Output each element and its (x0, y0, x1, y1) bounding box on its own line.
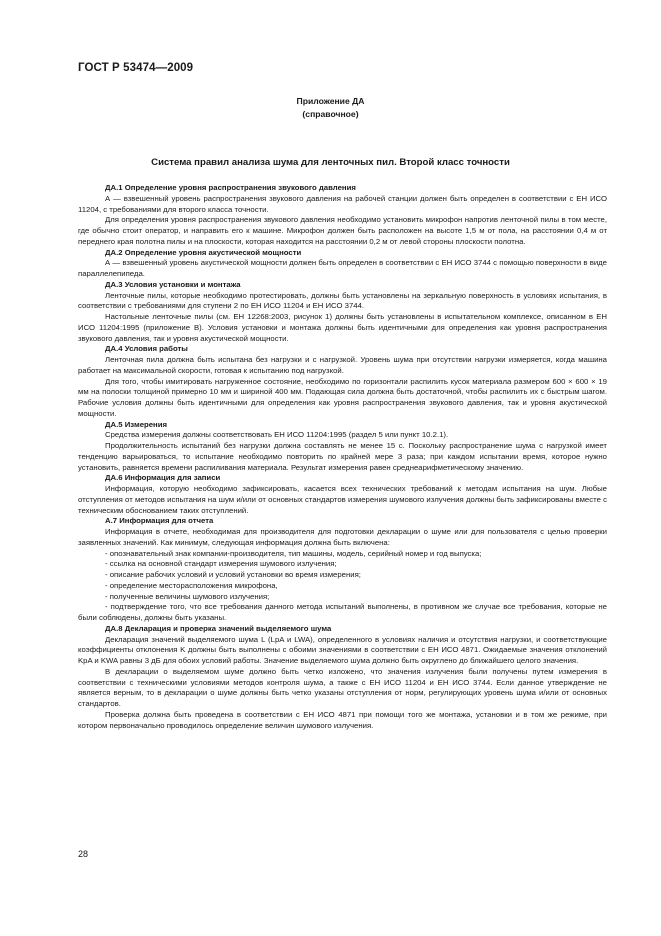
section-heading-da1: ДА.1 Определение уровня распространения звукового давления (105, 183, 356, 192)
paragraph: Информация, которую необходимо зафиксировать, касается всех технических требований к методам испытания на шум. Любые отступления от методов испытания на шум и/или от основных стандартов измерения шумового излучения должны быть зафиксированы вместе с техническим обоснованием таких отступлений. (78, 484, 607, 515)
section-heading-a7: А.7 Информация для отчета (105, 516, 214, 526)
document-body (78, 183, 607, 731)
list-item: - опознавательный знак компании-производителя, тип машины, модель, серийный номер и год выпуска; (105, 548, 482, 558)
paragraph: Декларация значений выделяемого шума L (LpA и LWA), определенного в условиях наличия и отсутствия нагрузки, и соответствующие коэффициенты отклонения K должны быть выполнены с обоими значениями в соответствии с ЕН ИСО 4871. Ожидаемые значения отклонений KpA и KWA равны 3 дБ для обоих условий работы. Значение выделяемого шума должно быть округлено до ближайшего целого значения. (78, 634, 607, 665)
standard-header: ГОСТ Р 53474—2009 (78, 62, 194, 74)
paragraph: А — взвешенный уровень акустической мощности должен быть определен в соответствии с ЕН ИСО 3744 с помощью поверхности в виде параллелепипеда. (78, 258, 607, 278)
paragraph: Ленточная пила должна быть испытана без нагрузки и с нагрузкой. Уровень шума при отсутствии нагрузки измеряется, когда машина работает на максимальной скорости, готовая к испытанию под нагрузкой. (78, 355, 607, 375)
paragraph: Продолжительность испытаний без нагрузки должна составлять не менее 15 с. Поскольку распространение шума с нагрузкой имеет тенденцию варьироваться, то испытание необходимо повторить по крайней мере 3 раза; при каждом испытании время, которое нужно установить, равняется времени распиливания материала. Результат измерения равен среднеарифметическому значению. (78, 441, 607, 472)
paragraph: В декларации о выделяемом шуме должно быть четко изложено, что значения излучения были получены путем измерения в соответствии с техническими условиями методов контроля шума, а также с ЕН ИСО 11204 и ЕН ИСО 3744. Если данное утверждение не является верным, то в декларации о шуме должны быть четко указаны отступления от норм, регулирующих уровень шума и/или от основных стандартов. (78, 666, 607, 708)
paragraph: Информация в отчете, необходимая для производителя для подготовки декларации о шуме или для пользователя с целью проверки заявленных значений. Как минимум, следующая информация должна быть включена: (78, 527, 607, 547)
page-number: 28 (78, 849, 89, 859)
section-heading-da6: ДА.6 Информация для записи (105, 473, 221, 483)
paragraph: Настольные ленточные пилы (см. ЕН 12268:2003, рисунок 1) должны быть установлены в испытательном комплексе, описанном в ЕН ИСО 11204:1995 (приложение В). Условия установки и монтажа должны быть идентичными для определения как уровня распространения звукового давления, так и уровня акустической мощности. (78, 312, 607, 343)
section-heading-da5: ДА.5 Измерения (105, 419, 168, 429)
appendix-heading (0, 95, 661, 121)
paragraph: Проверка должна быть проведена в соответствии с ЕН ИСО 4871 при помощи того же монтажа, установки и в том же режиме, при котором первоначально проводилось определение величин шумового излучения. (78, 709, 607, 730)
paragraph: Ленточные пилы, которые необходимо протестировать, должны быть установлены на зеркальную поверхность в условиях испытания, в соответствии с требованиями для ступени 2 по ЕН ИСО 11204 и ЕН ИСО 3744. (78, 290, 607, 311)
list-item: - ссылка на основной стандарт измерения шумового излучения; (105, 559, 337, 569)
document-title: Система правил анализа шума для ленточных пил. Второй класс точности (151, 157, 510, 168)
paragraph: А — взвешенный уровень распространения звукового давления на рабочей станции должен быть определен в соответствии с ЕН ИСО 11204, с требованиями для второго класса точности. (78, 193, 607, 214)
list-item: - полученные величины шумового излучения; (105, 591, 270, 601)
section-heading-da3: ДА.3 Условия установки и монтажа (105, 279, 241, 289)
section-heading-da8: ДА.8 Декларация и проверка значений выделяемого шума (105, 623, 332, 633)
section-heading-da2: ДА.2 Определение уровня акустической мощности (105, 247, 302, 257)
paragraph: Средства измерения должны соответствовать ЕН ИСО 11204:1995 (раздел 5 или пункт 10.2.1). (105, 430, 449, 440)
paragraph: Для определения уровня распространения звукового давления необходимо установить микрофон напротив ленточной пилы в том месте, где обычно стоит оператор, и направить его к машине. Микрофон должен быть расположен на высоте 1,5 м от пола, на расстоянии 0,4 м от переднего края полотна пилы и на плоскости, которая находится на расстоянии 0,2 м от левой стороны плоскости полотна. (78, 215, 607, 246)
appendix-title: Приложение ДА (296, 96, 365, 106)
section-heading-da4: ДА.4 Условия работы (105, 344, 188, 354)
list-item: - описание рабочих условий и условий установки во время измерения; (105, 570, 361, 579)
paragraph: Для того, чтобы имитировать нагруженное состояние, необходимо по горизонтали распилить кусок материала размером 600 × 600 × 19 мм на полоски толщиной примерно 10 мм и шириной 400 мм. Подающая сила должна быть достаточной, чтобы распилить их с быстрым шагом. Рабочие условия должны быть идентичными для определения как уровня распространения звукового давления, так и уровня акустической мощности. (78, 376, 607, 418)
list-item: - определение месторасположения микрофона, (105, 580, 278, 590)
appendix-subtitle: (справочное) (302, 109, 359, 119)
list-item: - подтверждение того, что все требования данного метода испытаний выполнены, в противном же случае все требования, которые не были соблюдены, должны быть указаны. (78, 602, 607, 622)
